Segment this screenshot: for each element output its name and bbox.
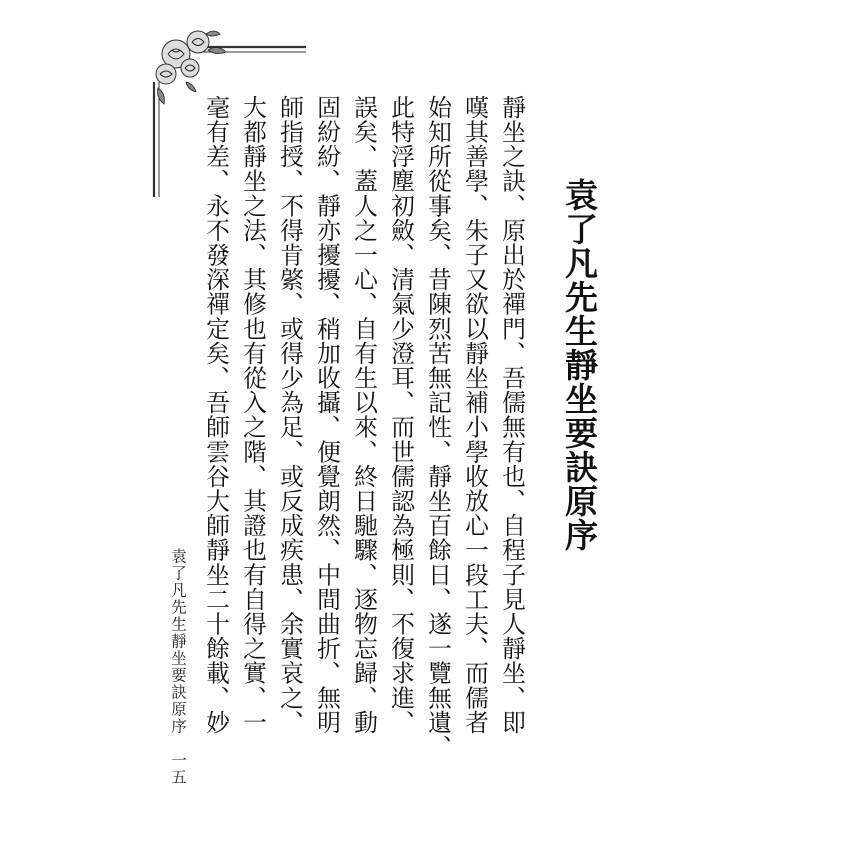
text-column-8: 大都靜坐之法、其修也有從入之階、其證也有自得之實、一 — [239, 95, 267, 735]
text-column-1: 靜坐之訣、原出於禪門、吾儒無有也、自程子見人靜坐、即 — [498, 95, 526, 735]
text-column-2: 嘆其善學、朱子又欲以靜坐補小學收放心一段工夫、而儒者 — [461, 95, 489, 735]
text-column-4: 此特浮塵初斂、清氣少澄耳、而世儒認為極則、不復求進、 — [387, 95, 415, 735]
text-column-5: 誤矣、蓋人之一心、自有生以來、終日馳驟、逐物忘歸、動 — [350, 95, 378, 735]
text-column-6: 固紛紛、靜亦擾擾、稍加收攝、便覺朗然、中間曲折、無明 — [313, 95, 341, 735]
chapter-title: 袁了凡先生靜坐要訣原序 — [560, 178, 599, 552]
text-column-3: 始知所從事矣、昔陳烈苦無記性、靜坐百餘日、遂一覽無遺、 — [424, 95, 452, 760]
text-column-7: 師指授、不得肯綮、或得少為足、或反成疾患、余實哀之、 — [276, 95, 304, 735]
text-column-9: 毫有差、永不發深禪定矣、吾師雲谷大師靜坐二十餘載、妙 — [202, 95, 230, 735]
page-footer: 袁了凡先生靜坐要訣原序 一五 — [169, 548, 187, 786]
